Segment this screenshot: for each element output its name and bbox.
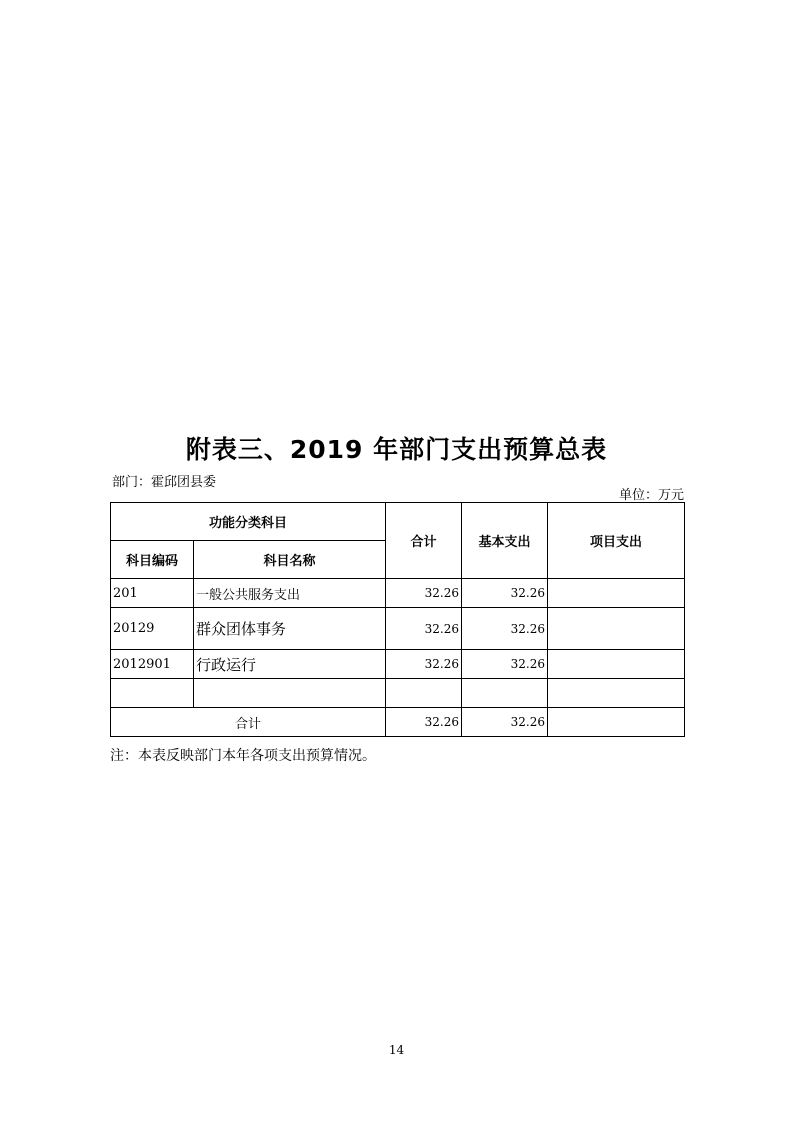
- table-sum-row: [111, 708, 685, 737]
- sum-total-cell: 32.26: [386, 708, 462, 737]
- subject-name-cell: 一般公共服务支出: [194, 579, 386, 608]
- total-cell: 32.26: [386, 650, 462, 679]
- page-title: 附表三、2019 年部门支出预算总表: [185, 435, 608, 464]
- basic-expenditure-cell: 32.26: [462, 579, 548, 608]
- table-header-row: [111, 503, 685, 541]
- table-row: [111, 608, 685, 650]
- basic-expenditure-cell: [462, 679, 548, 708]
- basic-expenditure-cell: 32.26: [462, 650, 548, 679]
- subject-code-cell: 201: [111, 579, 194, 608]
- total-cell: [386, 679, 462, 708]
- header-total: 合计: [386, 503, 462, 579]
- subject-name-cell: [194, 679, 386, 708]
- project-expenditure-cell: [548, 679, 685, 708]
- page-number: 14: [388, 1043, 405, 1057]
- table-row: [111, 579, 685, 608]
- project-expenditure-cell: [548, 608, 685, 650]
- unit-label: 单位：万元: [618, 488, 684, 503]
- subject-name-cell: 群众团体事务: [194, 608, 386, 650]
- subject-code-cell: 20129: [111, 608, 194, 650]
- header-subject-name: 科目名称: [194, 541, 386, 579]
- project-expenditure-cell: [548, 579, 685, 608]
- department-label: 部门：霍邱团县委: [112, 475, 217, 490]
- sum-project-cell: [548, 708, 685, 737]
- total-cell: 32.26: [386, 608, 462, 650]
- total-cell: 32.26: [386, 579, 462, 608]
- subject-code-cell: 2012901: [111, 650, 194, 679]
- basic-expenditure-cell: 32.26: [462, 608, 548, 650]
- header-basic-expenditure: 基本支出: [462, 503, 548, 579]
- project-expenditure-cell: [548, 650, 685, 679]
- header-subject-code: 科目编码: [111, 541, 194, 579]
- budget-table: [110, 502, 685, 737]
- sum-label: 合计: [111, 708, 386, 737]
- sum-basic-cell: 32.26: [462, 708, 548, 737]
- header-project-expenditure: 项目支出: [548, 503, 685, 579]
- table-row: [111, 650, 685, 679]
- table-note: 注：本表反映部门本年各项支出预算情况。: [110, 748, 376, 764]
- subject-name-cell: 行政运行: [194, 650, 386, 679]
- header-function-category: 功能分类科目: [111, 503, 386, 541]
- subject-code-cell: [111, 679, 194, 708]
- table-row-empty: [111, 679, 685, 708]
